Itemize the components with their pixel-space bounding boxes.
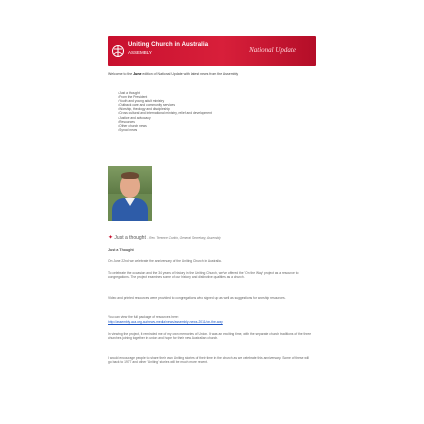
paragraph-6: I would encourage people to share their own Uniting stories of their time in the church as we celebrate this anniversary. Some of these will go back to 1977 and other 'Uniting' stories will be much more recent. xyxy=(108,356,309,364)
header-banner xyxy=(108,36,316,66)
article-subheading: Just a Thought xyxy=(108,248,134,252)
section-heading xyxy=(108,234,221,241)
paragraph-5: In viewing the project, it reminded me of my own memories of Union. It was an exciting time, with the separate church traditions of the three churches joining together in union and hope for their new Australian church. xyxy=(108,332,312,340)
paragraph-1: On June 22nd we celebrate the anniversary of the Uniting Church in Australia. xyxy=(108,259,222,263)
toc-link-outback-care[interactable]: • Outback care and community services xyxy=(118,103,212,107)
church-logo-icon xyxy=(112,40,124,62)
toc-link-synod-news[interactable]: • Synod news xyxy=(118,128,212,132)
toc-link-resources[interactable]: • Resources xyxy=(118,120,212,124)
star-icon: ✦ xyxy=(108,235,114,241)
toc-link-just-a-thought[interactable]: • Just a thought xyxy=(118,91,212,95)
paragraph-4: You can view the full package of resources here: xyxy=(108,315,179,319)
toc-link-justice[interactable]: • Justice and advocacy xyxy=(118,116,212,120)
toc-link-president[interactable]: • From the President xyxy=(118,95,212,99)
intro-text xyxy=(108,72,308,76)
paragraph-3: Video and printed resources were provided to congregations who signed up as well as suggestions for worship resources. xyxy=(108,296,286,300)
newsletter-title: National Update xyxy=(249,46,296,54)
table-of-contents xyxy=(118,91,212,132)
section-byline: - Rev. Terence Corkin, General Secretary, Assembly xyxy=(147,236,221,240)
edition-month: June xyxy=(133,72,142,76)
toc-link-other-news[interactable]: • Other church news xyxy=(118,124,212,128)
toc-link-worship[interactable]: • Worship, theology and discipleship xyxy=(118,107,212,111)
toc-link-cross-cultural[interactable]: • Cross cultural and international ministry, relief and development xyxy=(118,111,212,115)
author-photo xyxy=(108,166,152,221)
toc-link-youth[interactable]: • Youth and young adult ministry xyxy=(118,99,212,103)
intro-suffix: edition of National Update with latest news from the Assembly xyxy=(141,72,239,76)
section-title: Just a thought xyxy=(114,235,146,241)
intro-prefix: Welcome to the xyxy=(108,72,134,76)
paragraph-2: To celebrate the occasion and the 34 years of history in the Uniting Church, we've offered the 'On the Way' project as a resource to congregations. The project examines some of our history and distinctive qualities as a church. xyxy=(108,271,299,279)
resources-link[interactable]: http://assembly.uca.org.au/news-media/news/assembly-news-2011/on-the-way xyxy=(108,320,223,324)
org-name: Uniting Church in Australia xyxy=(128,42,209,48)
org-subname: ASSEMBLY xyxy=(128,50,152,55)
